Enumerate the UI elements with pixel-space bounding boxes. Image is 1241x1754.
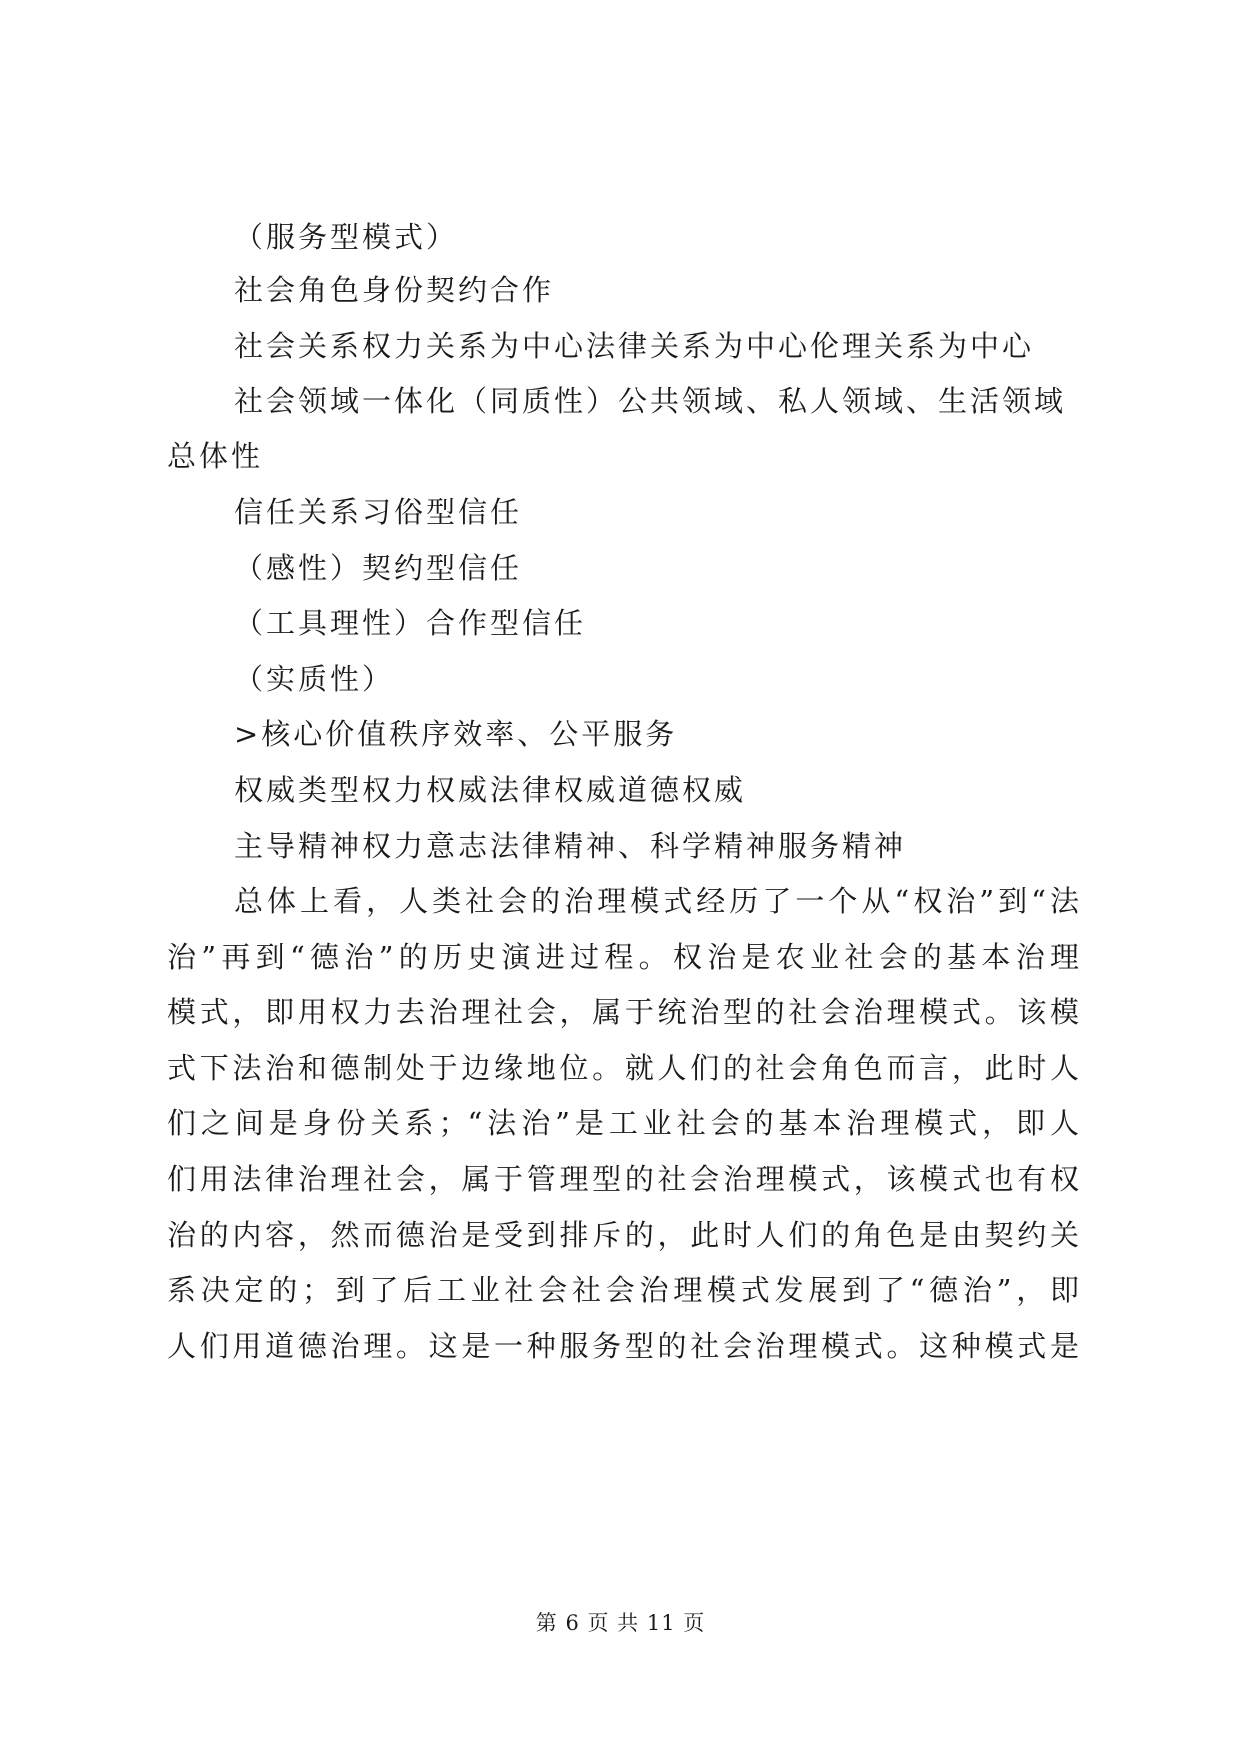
paragraph-line-6: 们用法律治理社会，属于管理型的社会治理模式，该模式也有权 bbox=[167, 1162, 1079, 1196]
text-line-6: 信任关系习俗型信任 bbox=[234, 495, 523, 529]
text-line-7: （感性）契约型信任 bbox=[234, 551, 523, 585]
text-line-1: （服务型模式） bbox=[234, 220, 459, 254]
text-line-2: 社会角色身份契约合作 bbox=[234, 273, 555, 307]
paragraph-line-1: 总体上看，人类社会的治理模式经历了一个从“权治”到“法 bbox=[234, 884, 1079, 918]
text-line-8: （工具理性）合作型信任 bbox=[234, 606, 587, 640]
text-line-3: 社会关系权力关系为中心法律关系为中心伦理关系为中心 bbox=[234, 329, 1035, 363]
text-line-10: >核心价值秩序效率、公平服务 bbox=[234, 717, 678, 751]
text-line-9: （实质性） bbox=[234, 662, 395, 696]
text-line-4: 社会领域一体化（同质性）公共领域、私人领域、生活领域 bbox=[234, 384, 1067, 418]
paragraph-line-5: 们之间是身份关系；“法治”是工业社会的基本治理模式，即人 bbox=[167, 1106, 1079, 1140]
paragraph-line-2: 治”再到“德治”的历史演进过程。权治是农业社会的基本治理 bbox=[167, 940, 1079, 974]
paragraph-line-8: 系决定的；到了后工业社会社会治理模式发展到了“德治”，即 bbox=[167, 1273, 1079, 1307]
text-line-11: 权威类型权力权威法律权威道德权威 bbox=[234, 773, 747, 807]
paragraph-line-3: 模式，即用权力去治理社会，属于统治型的社会治理模式。该模 bbox=[167, 995, 1079, 1029]
paragraph-line-7: 治的内容，然而德治是受到排斥的，此时人们的角色是由契约关 bbox=[167, 1218, 1079, 1252]
paragraph-line-9: 人们用道德治理。这是一种服务型的社会治理模式。这种模式是 bbox=[167, 1329, 1079, 1363]
paragraph-line-4: 式下法治和德制处于边缘地位。就人们的社会角色而言，此时人 bbox=[167, 1051, 1079, 1085]
text-line-12: 主导精神权力意志法律精神、科学精神服务精神 bbox=[234, 829, 907, 863]
text-line-5: 总体性 bbox=[167, 439, 264, 473]
page-number-footer: 第 6 页 共 11 页 bbox=[535, 1611, 706, 1635]
